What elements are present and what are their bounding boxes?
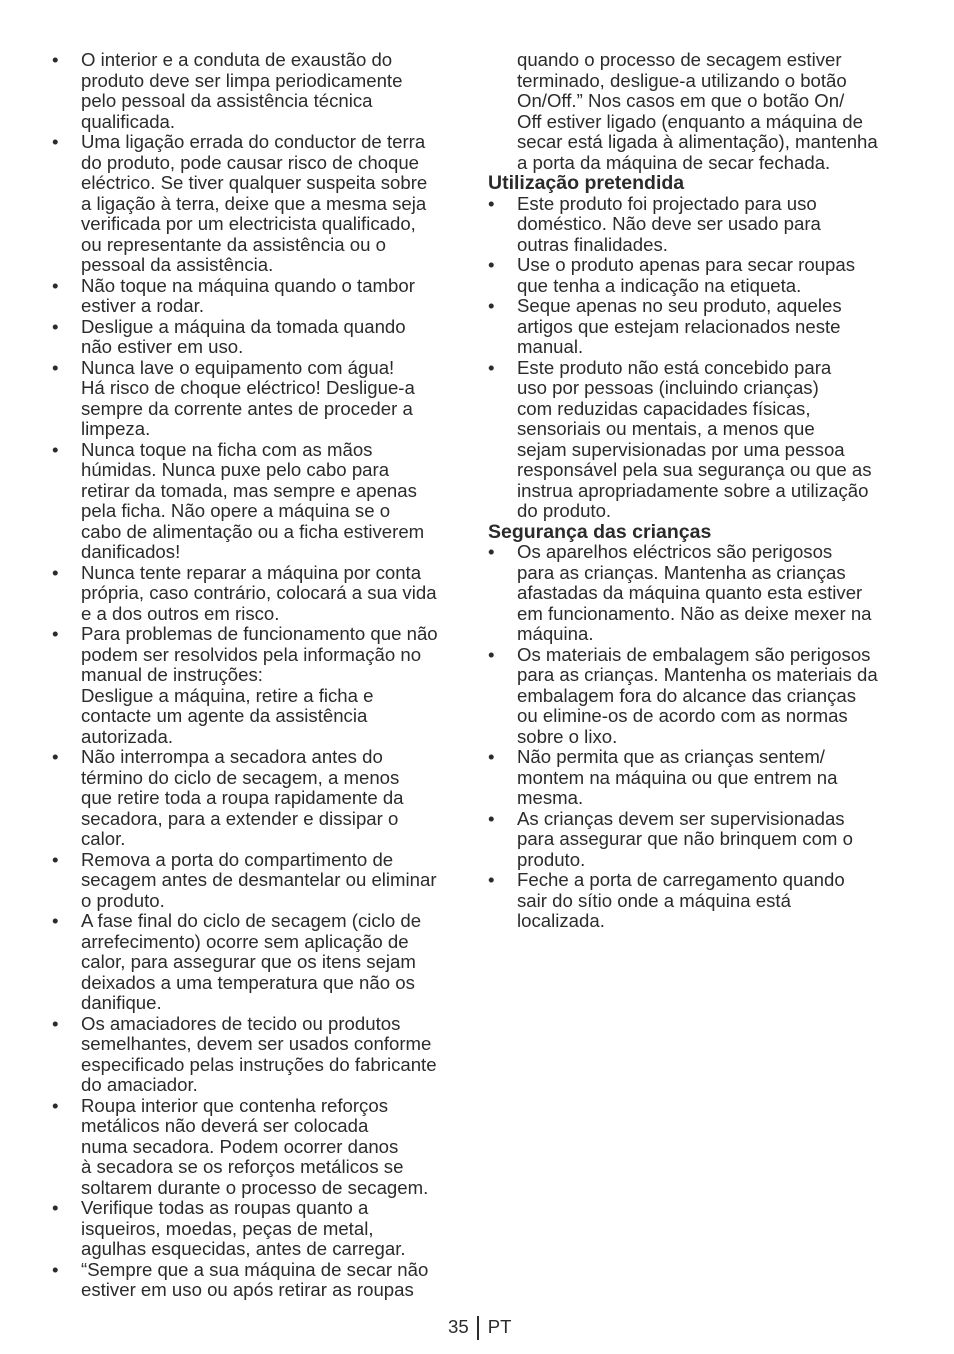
right-sections: [488, 173, 908, 932]
text-line: montem na máquina ou que entrem na: [517, 766, 838, 788]
text-line: doméstico. Não deve ser usado para: [517, 213, 821, 234]
text-line: manual.: [517, 336, 584, 357]
text-line: cabo de alimentação ou a ficha estiverem: [81, 520, 425, 542]
text-line: própria, caso contrário, colocará a sua vida: [81, 582, 437, 603]
bullet-icon: •: [52, 315, 59, 337]
text-line: que retire toda a roupa rapidamente da: [81, 787, 404, 808]
text-line: contacte um agente da assistência: [81, 705, 368, 726]
text-line: Este produto foi projectado para uso: [517, 192, 817, 214]
section-heading: Utilização pretendida: [488, 172, 685, 194]
list-item: [52, 747, 470, 850]
left-column: [52, 50, 470, 1301]
text-line: especificado pelas instruções do fabricante: [81, 1053, 437, 1075]
text-line: verificada por um electricista qualificado,: [81, 213, 416, 234]
text-line: Os aparelhos eléctricos são perigosos: [517, 541, 833, 562]
bullet-icon: •: [488, 746, 495, 767]
text-line: Nunca toque na ficha com as mãos: [81, 438, 373, 460]
text-line: o produto.: [81, 889, 165, 911]
continued-item: [488, 50, 908, 173]
text-line: do produto.: [517, 500, 612, 521]
bullet-icon: •: [52, 1012, 59, 1034]
text-line: autorizada.: [81, 725, 173, 747]
bullet-icon: •: [488, 643, 495, 665]
list-item: [52, 563, 470, 625]
text-line: Não toque na máquina quando o tambor: [81, 274, 415, 296]
text-line: eléctrico. Se tiver qualquer suspeita sobre: [81, 172, 428, 193]
text-line: Para problemas de funcionamento que não: [81, 623, 438, 644]
bullet-icon: •: [488, 356, 495, 378]
page-footer: [448, 1316, 511, 1340]
bullet-icon: •: [488, 807, 495, 829]
text-line: qualificada.: [81, 110, 176, 132]
text-line: Verifique todas as roupas quanto a: [81, 1197, 369, 1218]
text-line: Remova a porta do compartimento de: [81, 848, 394, 870]
section-list: [488, 194, 908, 522]
text-line: soltarem durante o processo de secagem.: [81, 1176, 429, 1198]
text-line: quando o processo de secagem estiver: [517, 49, 842, 70]
page-number: 35: [448, 1316, 469, 1337]
text-line: isqueiros, moedas, peças de metal,: [81, 1217, 374, 1239]
text-line: instrua apropriadamente sobre a utilização: [517, 479, 869, 501]
text-line: metálicos não deverá ser colocada: [81, 1115, 369, 1136]
text-line: sejam supervisionadas por uma pessoa: [517, 438, 845, 460]
bullet-icon: •: [52, 1094, 59, 1116]
text-line: Off estiver ligado (enquanto a máquina de: [517, 110, 863, 132]
list-item: [52, 50, 470, 132]
text-line: semelhantes, devem ser usados conforme: [81, 1033, 432, 1054]
text-line: húmidas. Nunca puxe pelo cabo para: [81, 459, 390, 480]
text-line: sensoriais ou mentais, a menos que: [517, 418, 815, 439]
text-line: afastadas da máquina quanto esta estiver: [517, 582, 863, 603]
text-line: Nunca lave o equipamento com água!: [81, 356, 395, 378]
bullet-icon: •: [488, 295, 495, 316]
language-code: PT: [487, 1316, 512, 1337]
list-item: [488, 194, 908, 256]
text-line: Use o produto apenas para secar roupas: [517, 254, 856, 275]
list-item: [488, 809, 908, 871]
text-line: agulhas esquecidas, antes de carregar.: [81, 1238, 406, 1259]
text-line: produto deve ser limpa periodicamente: [81, 69, 403, 91]
text-line: secar está ligada à alimentação), mantenha: [517, 131, 878, 152]
text-line: outras finalidades.: [517, 233, 668, 255]
text-line: em funcionamento. Não as deixe mexer na: [517, 602, 872, 624]
bullet-icon: •: [52, 1258, 59, 1280]
bullet-icon: •: [488, 541, 495, 562]
text-line: para assegurar que não brinquem com o: [517, 828, 853, 849]
text-line: embalagem fora do alcance das crianças: [517, 684, 857, 706]
footer-divider: [477, 1316, 479, 1340]
text-line: produto.: [517, 848, 586, 870]
bullet-icon: •: [52, 848, 59, 870]
text-line: sobre o lixo.: [517, 725, 618, 747]
list-item: [52, 1096, 470, 1199]
text-line: podem ser resolvidos pela informação no: [81, 643, 422, 665]
bullet-icon: •: [52, 746, 59, 767]
text-line: a ligação à terra, deixe que a mesma seja: [81, 192, 427, 214]
bullet-icon: •: [488, 869, 495, 890]
list-item: [52, 440, 470, 563]
text-line: localizada.: [517, 910, 605, 931]
text-line: pelo pessoal da assistência técnica: [81, 90, 373, 111]
text-line: danifique.: [81, 992, 162, 1013]
list-item: [488, 50, 908, 173]
section-list: [488, 542, 908, 932]
text-line: calor, para assegurar que os itens sejam: [81, 951, 416, 972]
text-line: não estiver em uso.: [81, 336, 244, 357]
text-line: Feche a porta de carregamento quando: [517, 869, 845, 890]
text-line: ou representante da assistência ou o: [81, 233, 386, 255]
text-line: Há risco de choque eléctrico! Desligue-a: [81, 377, 415, 398]
list-item: [52, 317, 470, 358]
bullet-icon: •: [52, 910, 59, 931]
text-line: secagem antes de desmantelar ou eliminar: [81, 869, 437, 890]
bullet-icon: •: [52, 274, 59, 296]
list-item: [52, 911, 470, 1014]
text-line: numa secadora. Podem ocorrer danos: [81, 1135, 399, 1157]
text-line: término do ciclo de secagem, a menos: [81, 766, 400, 788]
text-line: calor.: [81, 828, 126, 849]
bullet-icon: •: [488, 192, 495, 214]
list-item: [488, 747, 908, 809]
text-line: O interior e a conduta de exaustão do: [81, 49, 393, 70]
text-line: para as crianças. Mantenha as crianças: [517, 561, 846, 583]
text-line: à secadora se os reforços metálicos se: [81, 1156, 404, 1177]
list-item: [488, 358, 908, 522]
text-line: Os amaciadores de tecido ou produtos: [81, 1012, 401, 1034]
bullet-icon: •: [52, 623, 59, 644]
list-item: [52, 358, 470, 440]
bullet-icon: •: [52, 1197, 59, 1218]
text-line: Uma ligação errada do conductor de terra: [81, 131, 426, 152]
text-line: a porta da máquina de secar fechada.: [517, 151, 831, 173]
text-line: responsável pela sua segurança ou que as: [517, 459, 872, 480]
bullet-icon: •: [52, 438, 59, 460]
text-line: Os materiais de embalagem são perigosos: [517, 643, 871, 665]
list-item: [52, 1014, 470, 1096]
text-line: manual de instruções:: [81, 664, 263, 685]
text-line: ou elimine-os de acordo com as normas: [517, 705, 848, 726]
text-line: Desligue a máquina da tomada quando: [81, 315, 406, 337]
list-item: [488, 870, 908, 932]
text-line: uso por pessoas (incluindo crianças): [517, 377, 819, 398]
bullet-icon: •: [52, 131, 59, 152]
text-line: Não permita que as crianças sentem/: [517, 746, 825, 767]
text-line: com reduzidas capacidades físicas,: [517, 397, 811, 419]
right-column: [488, 50, 908, 932]
text-line: danificados!: [81, 541, 181, 562]
text-line: artigos que estejam relacionados neste: [517, 315, 841, 337]
text-line: sair do sítio onde a máquina está: [517, 889, 791, 911]
list-item: [52, 850, 470, 912]
safety-list: [52, 50, 470, 1301]
text-line: terminado, desligue-a utilizando o botão: [517, 69, 847, 91]
text-line: estiver em uso ou após retirar as roupas: [81, 1279, 414, 1300]
list-item: [52, 624, 470, 747]
list-item: [52, 276, 470, 317]
text-line: Este produto não está concebido para: [517, 356, 832, 378]
text-line: As crianças devem ser supervisionadas: [517, 807, 845, 829]
text-line: secadora, para a extender e dissipar o: [81, 807, 399, 829]
text-line: On/Off.” Nos casos em que o botão On/: [517, 90, 845, 111]
bullet-icon: •: [52, 356, 59, 378]
text-line: deixados a uma temperatura que não os: [81, 971, 415, 993]
text-line: limpeza.: [81, 418, 151, 439]
text-line: mesma.: [517, 787, 584, 808]
text-line: estiver a rodar.: [81, 295, 204, 316]
text-line: Roupa interior que contenha reforços: [81, 1094, 388, 1116]
list-item: [488, 645, 908, 748]
text-line: e a dos outros em risco.: [81, 602, 280, 624]
bullet-icon: •: [488, 254, 495, 275]
text-line: Desligue a máquina, retire a ficha e: [81, 684, 374, 706]
text-line: Seque apenas no seu produto, aqueles: [517, 295, 842, 316]
text-line: máquina.: [517, 623, 594, 644]
list-item: [52, 1260, 470, 1301]
text-line: que tenha a indicação na etiqueta.: [517, 274, 802, 296]
list-item: [488, 542, 908, 645]
text-line: pessoal da assistência.: [81, 254, 274, 275]
text-line: Nunca tente reparar a máquina por conta: [81, 561, 422, 583]
text-line: do produto, pode causar risco de choque: [81, 151, 420, 173]
bullet-icon: •: [52, 49, 59, 70]
text-line: arrefecimento) ocorre sem aplicação de: [81, 930, 409, 952]
text-line: Não interrompa a secadora antes do: [81, 746, 383, 767]
section-heading: Segurança das crianças: [488, 520, 712, 543]
text-line: sempre da corrente antes de proceder a: [81, 397, 413, 419]
text-line: pela ficha. Não opere a máquina se o: [81, 500, 391, 521]
list-item: [488, 296, 908, 358]
bullet-icon: •: [52, 561, 59, 583]
list-item: [52, 132, 470, 276]
text-line: do amaciador.: [81, 1074, 198, 1095]
text-line: A fase final do ciclo de secagem (ciclo de: [81, 910, 422, 931]
text-line: retirar da tomada, mas sempre e apenas: [81, 479, 417, 501]
text-line: “Sempre que a sua máquina de secar não: [81, 1258, 429, 1280]
text-line: para as crianças. Mantenha os materiais da: [517, 664, 878, 685]
list-item: [52, 1198, 470, 1260]
list-item: [488, 255, 908, 296]
